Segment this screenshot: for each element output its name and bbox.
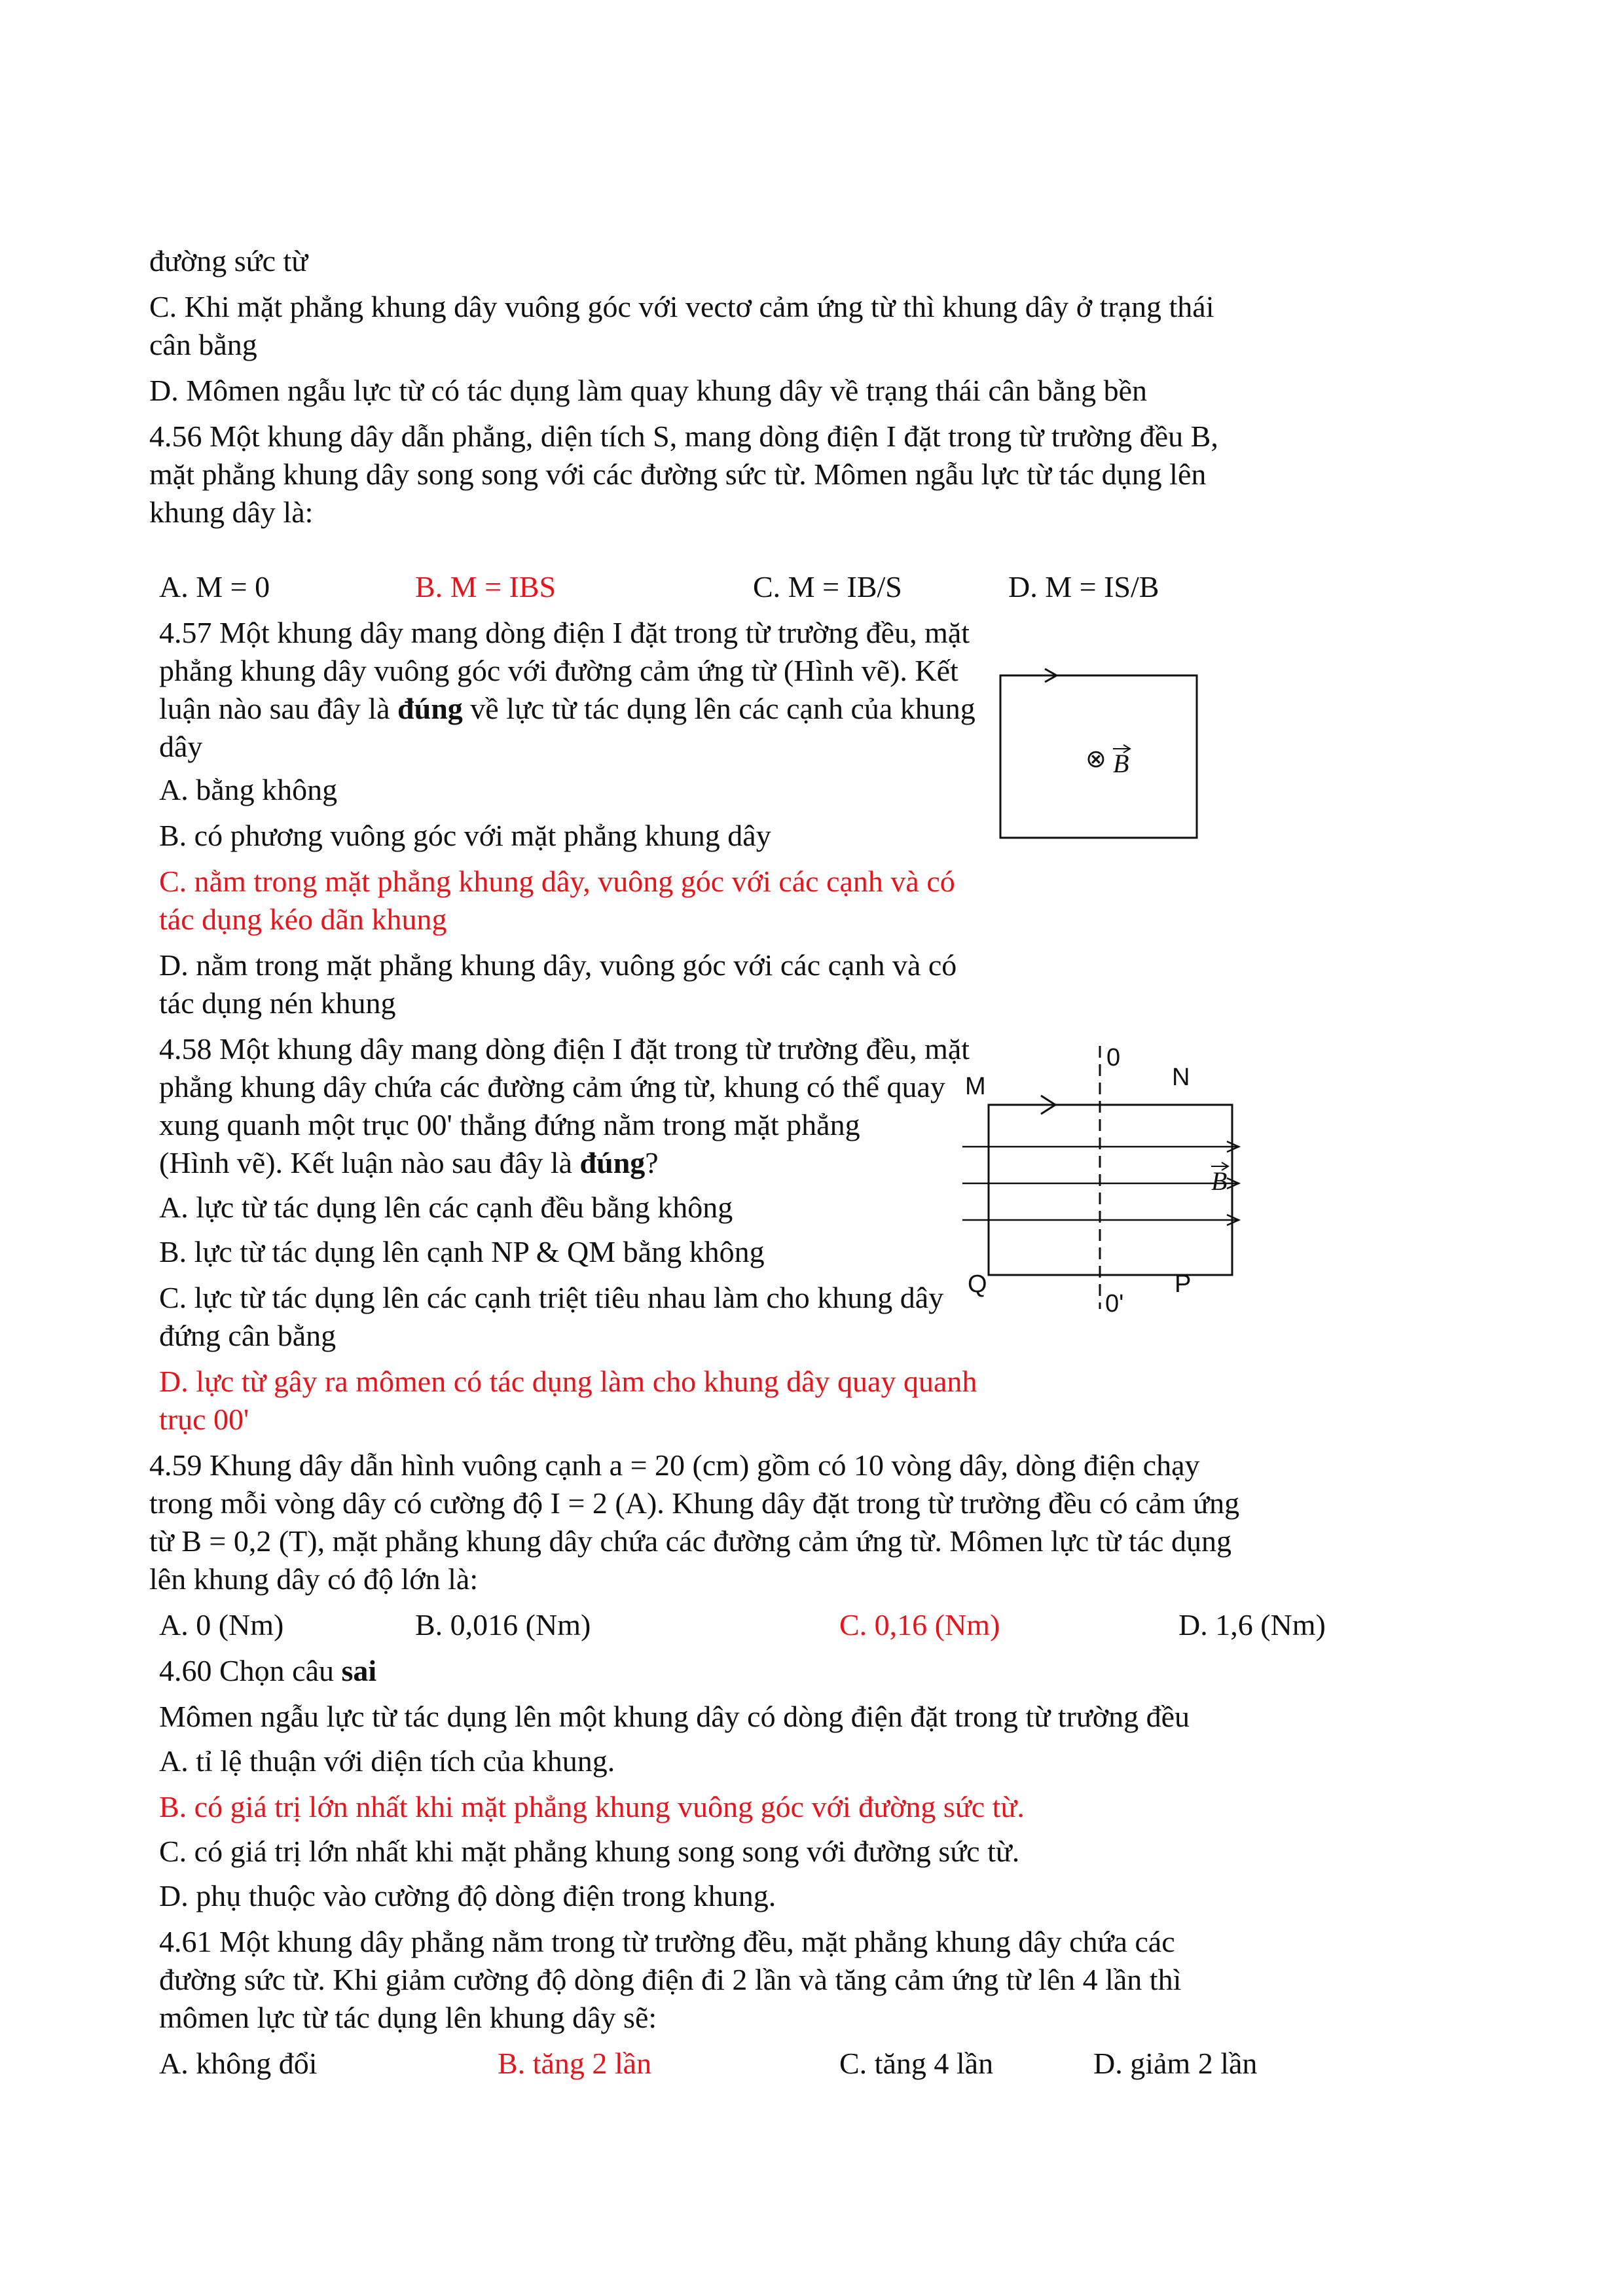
q457-option-d: D. nằm trong mặt phẳng khung dây, vuông góc với các cạnh và có [159, 948, 957, 982]
q458-option-c-cont: đứng cân bằng [159, 1319, 337, 1352]
q461-option-a: A. không đổi [159, 2047, 318, 2080]
question-4-57-stem-3: luận nào sau đây là đúng về lực từ tác dụng lên các cạnh của khung [159, 692, 976, 725]
option-c-text-cont: cân bằng [149, 328, 257, 361]
question-4-60-stem: Mômen ngẫu lực từ tác dụng lên một khung dây có dòng điện đặt trong từ trường đều [159, 1700, 1190, 1733]
question-4-58-stem-2: phẳng khung dây chứa các đường cảm ứng từ, khung có thể quay [159, 1070, 945, 1103]
q457-option-a: A. bằng không [159, 773, 338, 806]
question-4-56-stem-2: mặt phẳng khung dây song song với các đường sức từ. Mômen ngẫu lực từ tác dụng lên [149, 457, 1207, 491]
question-4-59-stem-3: từ B = 0,2 (T), mặt phẳng khung dây chứa các đường cảm ứng từ. Mômen lực từ tác dụng [149, 1524, 1231, 1558]
q457-option-c-answer-cont: tác dụng kéo dãn khung [159, 903, 447, 936]
question-4-57-stem: 4.57 Một khung dây mang dòng điện I đặt trong từ trường đều, mặt [159, 616, 970, 649]
q461-option-b-answer: B. tăng 2 lần [498, 2047, 652, 2080]
q456-option-d: D. M = IS/B [1008, 570, 1159, 603]
question-4-58-stem-4: (Hình vẽ). Kết luận nào sau đây là đúng? [159, 1146, 659, 1179]
q458-option-c: C. lực từ tác dụng lên các cạnh triệt tiêu nhau làm cho khung dây [159, 1281, 944, 1314]
question-4-59-stem: 4.59 Khung dây dẫn hình vuông cạnh a = 20 (cm) gồm có 10 vòng dây, dòng điện chạy [149, 1448, 1200, 1482]
question-4-61-stem-3: mômen lực từ tác dụng lên khung dây sẽ: [159, 2001, 657, 2034]
option-c-text: C. Khi mặt phẳng khung dây vuông góc với vectơ cảm ứng từ thì khung dây ở trạng thái [149, 290, 1214, 323]
corner-label-q: Q [968, 1270, 987, 1298]
question-4-61-stem-2: đường sức từ. Khi giảm cường độ dòng điện đi 2 lần và tăng cảm ứng từ lên 4 lần thì [159, 1963, 1182, 1996]
axis-top-label: 0 [1106, 1044, 1121, 1071]
axis-bottom-label: 0' [1105, 1290, 1124, 1318]
q458-option-b: B. lực từ tác dụng lên cạnh NP & QM bằng không [159, 1235, 765, 1268]
q460-option-b-answer: B. có giá trị lớn nhất khi mặt phẳng khung vuông góc với đường sức từ. [159, 1790, 1025, 1823]
question-4-60-title: 4.60 Chọn câu sai [159, 1654, 377, 1687]
q457-option-b: B. có phương vuông góc với mặt phẳng khung dây [159, 819, 771, 852]
corner-label-n: N [1172, 1064, 1190, 1091]
q456-option-b-answer: B. M = IBS [415, 570, 556, 603]
question-4-58-stem-3: xung quanh một trục 00' thẳng đứng nằm trong mặt phẳng [159, 1108, 860, 1141]
q459-option-b: B. 0,016 (Nm) [415, 1608, 591, 1641]
q458-option-a: A. lực từ tác dụng lên các cạnh đều bằng không [159, 1191, 733, 1224]
text-line: đường sức từ [149, 244, 308, 278]
q459-option-a: A. 0 (Nm) [159, 1608, 284, 1641]
question-4-59-stem-2: trong mỗi vòng dây có cường độ I = 2 (A). Khung dây đặt trong từ trường đều có cảm ứng [149, 1486, 1240, 1520]
q457-option-c-answer: C. nằm trong mặt phẳng khung dây, vuông góc với các cạnh và có [159, 865, 955, 898]
q460-option-c: C. có giá trị lớn nhất khi mặt phẳng khung song song với đường sức từ. [159, 1835, 1020, 1868]
q461-option-c: C. tăng 4 lần [839, 2047, 994, 2080]
into-page-symbol-icon: ⊗ [1085, 745, 1106, 773]
corner-label-p: P [1175, 1270, 1192, 1298]
option-d-text: D. Mômen ngẫu lực từ có tác dụng làm quay khung dây về trạng thái cân bằng bền [149, 374, 1147, 407]
q459-option-c-answer: C. 0,16 (Nm) [839, 1608, 1000, 1641]
question-4-57-stem-4: dây [159, 730, 203, 763]
q456-option-c: C. M = IB/S [753, 570, 902, 603]
figure-4-58-background [976, 1067, 1257, 1329]
q460-option-a: A. tỉ lệ thuận với diện tích của khung. [159, 1744, 615, 1778]
figure-4-57 [982, 655, 1205, 851]
corner-label-m: M [965, 1073, 986, 1100]
q458-option-d-answer: D. lực từ gây ra mômen có tác dụng làm cho khung dây quay quanh [159, 1365, 977, 1398]
question-4-56-stem: 4.56 Một khung dây dẫn phẳng, diện tích S, mang dòng điện I đặt trong từ trường đều B, [149, 420, 1218, 453]
q460-option-d: D. phụ thuộc vào cường độ dòng điện trong khung. [159, 1879, 776, 1912]
q458-option-d-answer-cont: trục 00' [159, 1403, 249, 1436]
q461-option-d: D. giảm 2 lần [1093, 2047, 1258, 2080]
b-vector-label: B [1113, 749, 1129, 778]
figure-4-58 [956, 1041, 1277, 1329]
question-4-57-stem-2: phẳng khung dây vuông góc với đường cảm ứng từ (Hình vẽ). Kết [159, 654, 958, 687]
question-4-61-stem: 4.61 Một khung dây phẳng nằm trong từ trường đều, mặt phẳng khung dây chứa các [159, 1925, 1175, 1958]
q456-option-a: A. M = 0 [159, 570, 270, 603]
q459-option-d: D. 1,6 (Nm) [1178, 1608, 1326, 1641]
b-vector-label: B [1211, 1166, 1228, 1196]
q457-option-d-cont: tác dụng nén khung [159, 986, 396, 1020]
question-4-58-stem: 4.58 Một khung dây mang dòng điện I đặt trong từ trường đều, mặt [159, 1032, 970, 1066]
question-4-56-stem-3: khung dây là: [149, 495, 314, 529]
question-4-59-stem-4: lên khung dây có độ lớn là: [149, 1562, 479, 1596]
